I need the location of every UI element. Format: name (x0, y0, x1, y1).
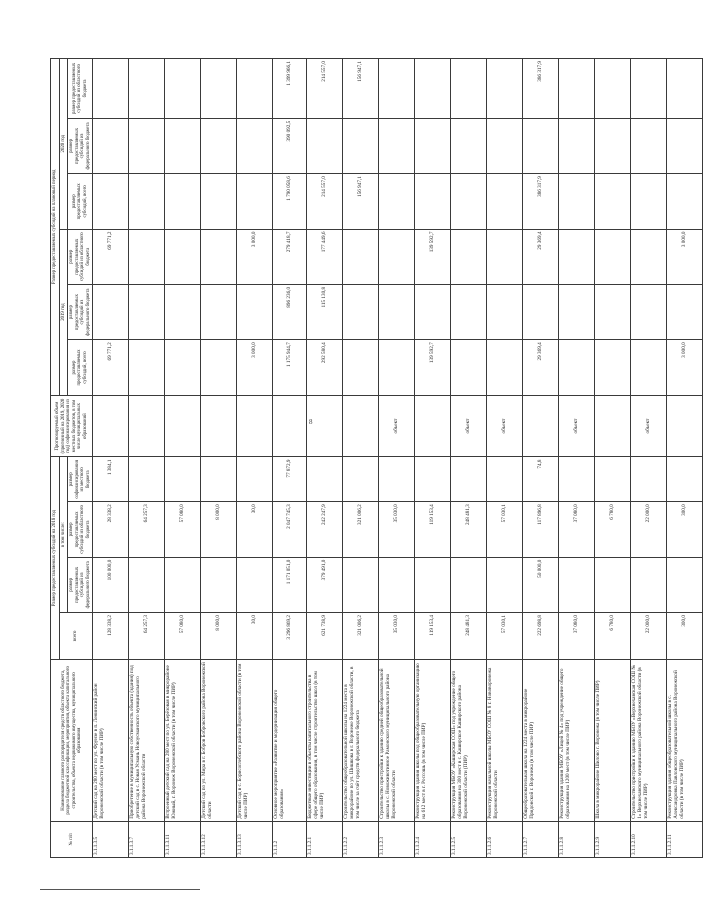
cell-p-total: 69 771,2 (93, 340, 129, 395)
header-q-obl: размер предоставляемых субсидий из областного бюджета (68, 59, 93, 119)
cell-p-total: 3 000,0 (667, 340, 703, 395)
cell-proj (129, 395, 165, 457)
cell-p-fed (415, 284, 451, 339)
table-row (165, 59, 201, 858)
cell-q-obl (667, 59, 703, 119)
table-row (667, 59, 703, 858)
cell-p-total (559, 340, 595, 395)
cell-fed: 50 000,0 (523, 557, 559, 612)
cell-fed (237, 557, 273, 612)
table-row (237, 59, 273, 858)
header-q-total: размер предоставляемых субсидий, всего (68, 174, 93, 229)
cell-q-total (129, 174, 165, 229)
cell-name: Строительство общеобразовательной школы на 1224 места в микрорайоне по ул. Шишкова в г. Воронеже Воронежской области, в том числе за счёт средств федерального бюджета (343, 659, 379, 821)
cell-p-obl (595, 229, 631, 284)
cell-local: 77 872,9 (273, 457, 307, 502)
cell-fed (379, 557, 415, 612)
table-row (451, 59, 487, 858)
cell-q-fed (93, 118, 129, 173)
cell-local (165, 457, 201, 502)
cell-p-obl (451, 229, 487, 284)
cell-q-fed: 390 092,5 (273, 118, 307, 173)
cell-q-fed (129, 118, 165, 173)
cell-q-total (379, 174, 415, 229)
cell-p-obl (201, 229, 237, 284)
cell-p-fed (667, 284, 703, 339)
cell-local (201, 457, 237, 502)
cell-p-total: 1 175 944,7 (273, 340, 307, 395)
cell-total: 57 030,1 (487, 613, 523, 660)
cell-p-obl: 3 000,0 (237, 229, 273, 284)
cell-proj (273, 395, 307, 457)
cell-name: Общеобразовательная школа на 1224 места в микрорайоне Придонской г. Воронежа (в том числе ПИР) (523, 659, 559, 821)
cell-total: 621 738,9 (307, 613, 343, 660)
cell-no: 3.1.1.2.10 (631, 821, 667, 857)
cell-name: Основное мероприятие «Развитие и модернизация общего образования» (273, 659, 307, 821)
subsidy-table (50, 58, 703, 858)
cell-fed: 1 171 051,0 (273, 557, 307, 612)
cell-q-obl (201, 59, 237, 119)
cell-p-total (595, 340, 631, 395)
cell-local (379, 457, 415, 502)
cell-q-obl (631, 59, 667, 119)
cell-no: 3.1.1.2.2 (343, 821, 379, 857)
cell-no: 3.1.1.2.8 (559, 821, 595, 857)
cell-p-fed (343, 284, 379, 339)
cell-obl: 30,0 (237, 502, 273, 557)
cell-name: Реконструкция начальной школы МБОУ СОШ № 8 г. Нововоронежа Воронежской области (487, 659, 523, 821)
cell-q-fed (379, 118, 415, 173)
header-p-fed: размер предоставляемых субсидий из федерального бюджета (68, 284, 93, 339)
cell-obl: 35 030,0 (379, 502, 415, 557)
cell-name: Школа в микрорайоне Шилово г. Воронежа (в том числе ПИР) (595, 659, 631, 821)
cell-total: 64 257,3 (129, 613, 165, 660)
cell-proj (415, 395, 451, 457)
cell-proj (343, 395, 379, 457)
cell-q-fed (667, 118, 703, 173)
cell-name: Приобретение в муниципальную собственность объекта (здания) под детский сад в с. Новая Усмань Новоусманского муниципального района Воронежской области (129, 659, 165, 821)
table-row (631, 59, 667, 858)
cell-fed (165, 557, 201, 612)
header-year-2020: 2020 год (59, 59, 68, 230)
cell-obl: 2 047 745,3 (273, 502, 307, 557)
cell-local: 1 384,1 (93, 457, 129, 502)
cell-p-total (451, 340, 487, 395)
cell-no: 3.1.1.2.6 (487, 821, 523, 857)
header-in-that: в том числе: (59, 457, 68, 613)
cell-p-total (201, 340, 237, 395)
cell-q-total: 386 317,9 (523, 174, 559, 229)
cell-total: 37 080,0 (559, 613, 595, 660)
table-body (93, 59, 703, 858)
cell-fed (667, 557, 703, 612)
cell-p-fed (595, 284, 631, 339)
page-mark: 8 (309, 418, 313, 426)
cell-p-total: 29 369,4 (523, 340, 559, 395)
cell-fed (559, 557, 595, 612)
header-local: размер софинансирования из местного бюджета (68, 457, 93, 502)
cell-total: 248 481,3 (451, 613, 487, 660)
cell-q-fed (201, 118, 237, 173)
cell-name: Реконструкция здания школы под общеобразовательную организацию на 612 мест в г. Россошь (в том числе ПИР) (415, 659, 451, 821)
cell-name: Детский сад по ул. Мира в г. Бобров Бобровского района Воронежской области (201, 659, 237, 821)
cell-q-total (667, 174, 703, 229)
table-row (595, 59, 631, 858)
cell-q-obl (487, 59, 523, 119)
cell-local (595, 457, 631, 502)
cell-p-total (631, 340, 667, 395)
cell-p-obl: 69 771,2 (93, 229, 129, 284)
cell-local (631, 457, 667, 502)
cell-proj: объект (559, 395, 595, 457)
cell-q-fed (415, 118, 451, 173)
cell-q-fed (559, 118, 595, 173)
cell-q-total (237, 174, 273, 229)
cell-proj (237, 395, 273, 457)
cell-p-fed (379, 284, 415, 339)
cell-obl: 37 080,0 (559, 502, 595, 557)
cell-q-fed (165, 118, 201, 173)
cell-total: 57 080,0 (165, 613, 201, 660)
cell-q-total (165, 174, 201, 229)
table-row (93, 59, 129, 858)
cell-obl: 300,0 (667, 502, 703, 557)
cell-fed (343, 557, 379, 612)
cell-q-obl (559, 59, 595, 119)
cell-p-total: 139 592,7 (415, 340, 451, 395)
table-row (523, 59, 559, 858)
header-fed: размер предоставляемых субсидий из федерального бюджета (68, 557, 93, 612)
cell-obl: 321 006,2 (343, 502, 379, 557)
cell-q-obl: 1 399 966,1 (273, 59, 307, 119)
cell-local (487, 457, 523, 502)
cell-p-total (487, 340, 523, 395)
header-no: № п/п (51, 821, 93, 857)
header-obl: размер предоставляемых субсидий из областного бюджета (68, 502, 93, 557)
cell-p-total: 292 580,4 (307, 340, 343, 395)
cell-no: 3.1.1.2.7 (523, 821, 559, 857)
cell-q-obl (237, 59, 273, 119)
cell-fed (595, 557, 631, 612)
rotated-document-page (50, 58, 687, 858)
cell-total: 8 000,0 (201, 613, 237, 660)
cell-name: Встроенный детский сад на 280 мест по ул. Берёзовая в микрорайоне Южный, г. Воронеж Воронежской области (в том числе ПИР) (165, 659, 201, 821)
cell-q-fed (237, 118, 273, 173)
cell-proj (201, 395, 237, 457)
table-row (273, 59, 307, 858)
cell-p-fed (237, 284, 273, 339)
cell-no: 3.1.1.2.3 (379, 821, 415, 857)
cell-local (237, 457, 273, 502)
header-group-planning: Размер предоставляемых субсидий на плановый период (51, 59, 60, 396)
cell-fed (631, 557, 667, 612)
cell-no: 3.1.1.2.9 (595, 821, 631, 857)
cell-no: 3.1.1.2.5 (451, 821, 487, 857)
cell-proj: объект (379, 395, 415, 457)
cell-p-obl: 3 000,0 (667, 229, 703, 284)
cell-obl: 57 030,1 (487, 502, 523, 557)
cell-p-fed (129, 284, 165, 339)
table-row (307, 59, 343, 858)
table-row (129, 59, 165, 858)
cell-q-obl: 214 557,0 (307, 59, 343, 119)
cell-p-total: 3 000,0 (237, 340, 273, 395)
cell-proj (667, 395, 703, 457)
cell-q-fed (487, 118, 523, 173)
cell-no: 3.1.1.2.1 (307, 821, 343, 857)
table-row (379, 59, 415, 858)
cell-q-fed (307, 118, 343, 173)
cell-q-fed (451, 118, 487, 173)
cell-no: 3.1.1.3.5 (93, 821, 129, 857)
cell-q-total (631, 174, 667, 229)
cell-q-obl: 386 317,9 (523, 59, 559, 119)
cell-local (307, 457, 343, 502)
cell-p-fed (559, 284, 595, 339)
cell-q-total (487, 174, 523, 229)
cell-fed: 100 000,0 (93, 557, 129, 612)
cell-p-obl: 29 369,4 (523, 229, 559, 284)
cell-total: 321 006,2 (343, 613, 379, 660)
cell-p-total (165, 340, 201, 395)
cell-local (667, 457, 703, 502)
header-year-2019: 2019 год (59, 229, 68, 395)
cell-p-obl: 279 418,7 (273, 229, 307, 284)
cell-p-total (343, 340, 379, 395)
cell-local (129, 457, 165, 502)
cell-proj (307, 395, 343, 457)
cell-no: 3.1.1.2 (273, 821, 307, 857)
cell-proj (93, 395, 129, 457)
cell-p-total (379, 340, 415, 395)
cell-q-obl (415, 59, 451, 119)
cell-proj (165, 395, 201, 457)
cell-q-fed (631, 118, 667, 173)
header-q-fed: размер предоставляемых субсидий из федерального бюджета (68, 118, 93, 173)
cell-name: Реконструкция МБОУ «Каширская СОШ» под учреждение общего образования на 300 мест в с. Каширское Каширского района Воронежской области (ПИР) (451, 659, 487, 821)
header-p-obl: размер предоставляемых субсидий из областного бюджета (68, 229, 93, 284)
cell-p-obl (631, 229, 667, 284)
cell-local (559, 457, 595, 502)
table-row (559, 59, 595, 858)
cell-name: Строительство пристройки к зданию МБОУ «Верхнехавская СОШ № 1» Верхнехавского муниципального района Воронежской области (в том числе ПИР) (631, 659, 667, 821)
cell-obl: 22 000,0 (631, 502, 667, 557)
cell-no: 3.1.1.2.4 (415, 821, 451, 857)
cell-total: 300,0 (667, 613, 703, 660)
cell-no: 3.1.1.3.13 (237, 821, 273, 857)
table-row (201, 59, 237, 858)
header-group-2018: Размер предоставляемых субсидий на 2018 год (51, 457, 60, 659)
cell-name: Бюджетные инвестиции в объекты капитального строительства в сфере общего образования, в том числе строительство школ (в том числе ПИР) (307, 659, 343, 821)
cell-p-fed (451, 284, 487, 339)
cell-local (343, 457, 379, 502)
cell-total: 3 296 869,2 (273, 613, 307, 660)
cell-local: 74,8 (523, 457, 559, 502)
cell-q-total (559, 174, 595, 229)
cell-q-obl (595, 59, 631, 119)
cell-total: 222 698,8 (523, 613, 559, 660)
cell-fed: 379 491,0 (307, 557, 343, 612)
cell-p-fed (201, 284, 237, 339)
header-projected: Прогнозируемый объем (прогнозный на 2019, 2020 год) софинансирования из местных бюджетов, в том числе муниципальных образований (51, 395, 93, 457)
cell-total: 128 338,2 (93, 613, 129, 660)
cell-p-fed: 896 236,0 (273, 284, 307, 339)
cell-fed (129, 557, 165, 612)
cell-p-fed: 115 130,8 (307, 284, 343, 339)
cell-local (415, 457, 451, 502)
cell-p-fed (523, 284, 559, 339)
cell-q-fed (343, 118, 379, 173)
cell-p-obl (343, 229, 379, 284)
cell-name: Детский сад в с. Борисоглебского района Воронежской области (в том числе ПИР) (237, 659, 273, 821)
cell-q-total: 214 557,0 (307, 174, 343, 229)
header-name: Наименование главного распорядителя средств областного бюджета, раздела бюджетной классификации, мероприятия, объекта капитального строительства, объекта недвижимого имущества, муниципального образования (51, 659, 93, 821)
cell-fed (415, 557, 451, 612)
cell-obl: 248 481,3 (451, 502, 487, 557)
cell-q-total (93, 174, 129, 229)
cell-no: 3.1.1.2.11 (667, 821, 703, 857)
cell-proj (523, 395, 559, 457)
cell-p-obl (165, 229, 201, 284)
cell-fed (201, 557, 237, 612)
table-row (415, 59, 451, 858)
cell-obl: 8 000,0 (201, 502, 237, 557)
cell-p-obl: 139 592,7 (415, 229, 451, 284)
cell-q-fed (595, 118, 631, 173)
cell-total: 22 000,0 (631, 613, 667, 660)
cell-q-obl (451, 59, 487, 119)
header-total: всего (59, 613, 93, 660)
header-p-total: размер предоставляемых субсидий, всего (68, 340, 93, 395)
cell-p-obl (487, 229, 523, 284)
cell-q-total (415, 174, 451, 229)
cell-q-total (451, 174, 487, 229)
cell-proj: объект (451, 395, 487, 457)
cell-name: Реконструкция здания МБОУ «Лицей № 4» под учреждение общего образования на 1200 мест (в том числе ПИР) (559, 659, 595, 821)
cell-q-total: 156 947,1 (343, 174, 379, 229)
cell-p-obl (379, 229, 415, 284)
cell-q-total (201, 174, 237, 229)
cell-fed (451, 557, 487, 612)
cell-obl: 57 080,0 (165, 502, 201, 557)
cell-local (451, 457, 487, 502)
cell-total: 119 153,4 (415, 613, 451, 660)
cell-obl: 242 247,9 (307, 502, 343, 557)
cell-q-obl (129, 59, 165, 119)
cell-p-fed (93, 284, 129, 339)
cell-q-total (595, 174, 631, 229)
cell-obl: 6 780,0 (595, 502, 631, 557)
cell-q-obl (379, 59, 415, 119)
cell-name: Детский сад на 280 мест по ул. Фрунзе в п. Ленинский район Воронежской области (в том числе ПИР) (93, 659, 129, 821)
table-row (487, 59, 523, 858)
cell-p-fed (165, 284, 201, 339)
cell-proj: объект (631, 395, 667, 457)
cell-fed (487, 557, 523, 612)
cell-total: 35 030,0 (379, 613, 415, 660)
cell-no: 3.1.1.3.12 (201, 821, 237, 857)
cell-p-fed (487, 284, 523, 339)
cell-proj: объект (487, 395, 523, 457)
cell-q-total: 1 790 058,6 (273, 174, 307, 229)
cell-no: 3.1.1.3.11 (165, 821, 201, 857)
cell-name: Строительство пристройки к зданию средней общеобразовательной школы в с. Новоживотинное Рамонского муниципального района Воронежской области (379, 659, 415, 821)
cell-total: 30,0 (237, 613, 273, 660)
cell-name: Реконструкция здания общеобразовательной школы в с. Александровка Павловского муниципального района Воронежской области (в том числе ПИР) (667, 659, 703, 821)
cell-p-total (129, 340, 165, 395)
cell-q-fed (523, 118, 559, 173)
cell-q-obl (165, 59, 201, 119)
cell-obl: 117 896,8 (523, 502, 559, 557)
cell-p-obl (129, 229, 165, 284)
cell-no: 3.1.1.3.7 (129, 821, 165, 857)
cell-q-obl (93, 59, 129, 119)
cell-p-fed (631, 284, 667, 339)
table-row (343, 59, 379, 858)
cell-obl: 28 338,2 (93, 502, 129, 557)
cell-proj (595, 395, 631, 457)
cell-p-obl: 177 449,6 (307, 229, 343, 284)
cell-obl: 64 257,3 (129, 502, 165, 557)
cell-total: 6 780,0 (595, 613, 631, 660)
cell-q-obl: 156 947,1 (343, 59, 379, 119)
cell-obl: 119 153,4 (415, 502, 451, 557)
scan-edge-line (40, 889, 200, 890)
cell-p-obl (559, 229, 595, 284)
